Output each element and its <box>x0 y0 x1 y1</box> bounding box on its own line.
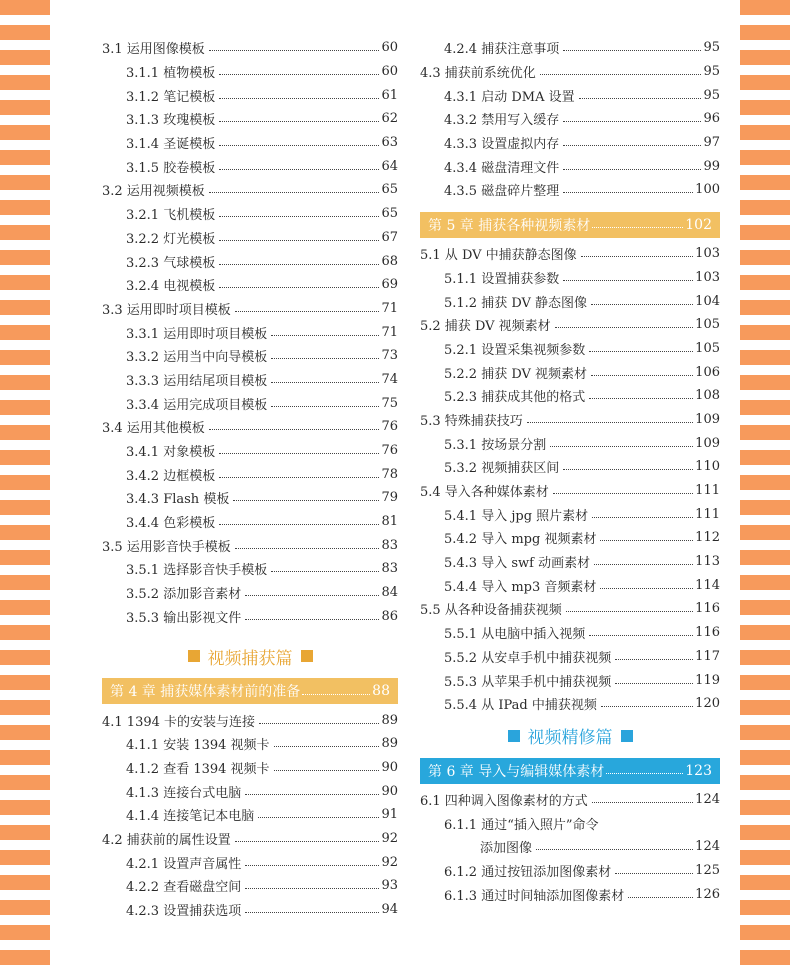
toc-entry-title: 3.2.4 电视模板 <box>126 279 216 295</box>
toc-entry-title: 3.4 运用其他模板 <box>102 421 205 437</box>
toc-entry-page: 65 <box>381 206 398 222</box>
toc-entry-title: 4.3.5 磁盘碎片整理 <box>444 184 560 200</box>
toc-entry[interactable] <box>102 874 398 898</box>
dot-leader <box>271 406 379 407</box>
dot-leader <box>245 794 379 795</box>
toc-entry[interactable] <box>420 107 720 131</box>
toc-entry-title: 3.1.1 植物模板 <box>126 66 216 82</box>
toc-entry-page: 90 <box>381 783 398 799</box>
toc-entry-title: 3.5 运用影音快手模板 <box>102 539 231 555</box>
dot-leader <box>592 802 693 803</box>
toc-entry[interactable] <box>420 526 720 550</box>
toc-entry[interactable] <box>420 859 720 883</box>
dot-leader <box>219 121 379 122</box>
chapter-title: 第 4 章 捕获媒体素材前的准备 <box>110 684 301 701</box>
toc-entry[interactable] <box>102 439 398 463</box>
toc-entry-title: 3.3 运用即时项目模板 <box>102 302 231 318</box>
toc-entry-title: 3.2.2 灯光模板 <box>126 231 216 247</box>
toc-entry[interactable] <box>102 462 398 486</box>
toc-entry-page: 105 <box>695 317 720 333</box>
toc-entry[interactable] <box>420 550 720 574</box>
dot-leader <box>209 192 380 193</box>
toc-entry-title: 3.1.4 圣诞模板 <box>126 137 216 153</box>
toc-entry[interactable] <box>102 297 398 321</box>
toc-entry-title: 3.5.3 输出影视文件 <box>126 610 242 626</box>
dot-leader <box>600 540 693 541</box>
dot-leader <box>219 169 379 170</box>
toc-entry-page: 75 <box>381 395 398 411</box>
toc-entry-page: 114 <box>695 577 720 593</box>
toc-entry-title: 6.1.3 通过时间轴添加图像素材 <box>444 888 625 904</box>
toc-entry-title: 3.5.2 添加影音素材 <box>126 587 242 603</box>
square-icon <box>188 650 200 662</box>
dot-leader <box>581 256 694 257</box>
dot-leader <box>259 723 379 724</box>
toc-entry-title: 4.2 捕获前的属性设置 <box>102 832 231 848</box>
dot-leader <box>245 619 379 620</box>
toc-left-column <box>102 36 398 921</box>
toc-entry-title: 5.3 特殊捕获技巧 <box>420 413 523 429</box>
toc-entry[interactable] <box>102 732 398 756</box>
dot-leader <box>219 264 379 265</box>
toc-entry-page: 93 <box>381 878 398 894</box>
dot-leader <box>589 351 693 352</box>
toc-entry[interactable] <box>420 289 720 313</box>
dot-leader <box>615 683 693 684</box>
toc-entry-title: 3.4.2 边框模板 <box>126 468 216 484</box>
toc-entry[interactable] <box>420 154 720 178</box>
dot-leader <box>235 548 380 549</box>
toc-entry-page: 84 <box>381 585 398 601</box>
toc-entry[interactable] <box>420 431 720 455</box>
toc-entry[interactable] <box>102 249 398 273</box>
toc-entry-title: 6.1.2 通过按钮添加图像素材 <box>444 864 612 880</box>
toc-entry-title: 3.2.1 飞机模板 <box>126 208 216 224</box>
toc-entry-page: 116 <box>695 601 720 617</box>
toc-entry-title: 3.1.2 笔记模板 <box>126 89 216 105</box>
toc-entry[interactable] <box>102 510 398 534</box>
toc-entry-title: 5.3.1 按场景分割 <box>444 437 547 453</box>
dot-leader <box>271 571 379 572</box>
chapter-title: 第 6 章 导入与编辑媒体素材 <box>428 763 605 780</box>
toc-entry-page: 63 <box>381 135 398 151</box>
section-heading-capture <box>102 636 398 676</box>
toc-entry[interactable] <box>102 756 398 780</box>
toc-entry-page: 97 <box>703 135 720 151</box>
toc-entry-page: 92 <box>381 854 398 870</box>
toc-entry[interactable] <box>420 621 720 645</box>
dot-leader <box>563 169 701 170</box>
dot-leader <box>563 121 701 122</box>
toc-entry-page: 99 <box>703 158 720 174</box>
toc-entry-page: 111 <box>695 506 720 522</box>
toc-entry[interactable] <box>102 320 398 344</box>
section-heading-label: 视频捕获篇 <box>207 648 293 669</box>
chapter-page: 88 <box>372 683 390 700</box>
toc-entry[interactable] <box>420 337 720 361</box>
dot-leader <box>579 98 702 99</box>
toc-entry-page: 113 <box>695 554 720 570</box>
toc-entry-title: 3.2.3 气球模板 <box>126 255 216 271</box>
toc-entry-page: 108 <box>695 388 720 404</box>
dot-leader <box>592 517 693 518</box>
square-icon <box>508 730 520 742</box>
toc-entry[interactable] <box>102 708 398 732</box>
dot-leader <box>553 493 693 494</box>
toc-entry-page: 117 <box>695 648 720 664</box>
toc-entry-title: 5.5.2 从安卓手机中捕获视频 <box>444 650 612 666</box>
toc-entry-title: 3.4.4 色彩模板 <box>126 516 216 532</box>
toc-entry-title: 5.4.3 导入 swf 动画素材 <box>444 556 591 572</box>
toc-entry-title: 5.5.3 从苹果手机中捕获视频 <box>444 674 612 690</box>
toc-entry[interactable] <box>102 898 398 922</box>
toc-entry-title: 4.1.1 安装 1394 视频卡 <box>126 738 270 754</box>
toc-entry-page: 106 <box>695 364 720 380</box>
dot-leader <box>615 659 693 660</box>
toc-entry[interactable] <box>420 645 720 669</box>
toc-entry-page: 83 <box>381 561 398 577</box>
dot-leader <box>245 912 379 913</box>
toc-entry-title: 3.1.5 胶卷模板 <box>126 160 216 176</box>
toc-entry-title: 5.2.3 捕获成其他的格式 <box>444 390 586 406</box>
toc-entry[interactable] <box>102 202 398 226</box>
toc-entry[interactable] <box>102 154 398 178</box>
dot-leader <box>589 398 693 399</box>
toc-entry[interactable] <box>420 242 720 266</box>
toc-entry[interactable] <box>102 803 398 827</box>
toc-entry-page: 73 <box>381 348 398 364</box>
toc-entry[interactable] <box>102 131 398 155</box>
toc-entry-page: 65 <box>381 182 398 198</box>
toc-entry[interactable] <box>420 573 720 597</box>
toc-entry-title: 添加图像 <box>480 841 533 857</box>
toc-entry[interactable] <box>420 502 720 526</box>
toc-entry-page: 89 <box>381 736 398 752</box>
toc-entry-title: 4.3.1 启动 DMA 设置 <box>444 89 575 105</box>
dot-leader <box>550 446 693 447</box>
toc-entry[interactable] <box>102 178 398 202</box>
chapter-6-banner[interactable] <box>420 758 720 784</box>
square-icon <box>621 730 633 742</box>
toc-entry-page: 124 <box>695 839 720 855</box>
toc-entry-title: 3.3.1 运用即时项目模板 <box>126 326 268 342</box>
toc-entry[interactable] <box>102 83 398 107</box>
toc-entry-page: 69 <box>381 277 398 293</box>
toc-entry-title: 4.3.3 设置虚拟内存 <box>444 137 560 153</box>
dot-leader <box>219 74 379 75</box>
toc-entry-title: 5.2.1 设置采集视频参数 <box>444 342 586 358</box>
toc-entry[interactable] <box>420 83 720 107</box>
toc-entry[interactable] <box>420 882 720 906</box>
toc-entry-page: 79 <box>381 490 398 506</box>
dot-leader <box>271 335 379 336</box>
dot-leader <box>540 74 702 75</box>
toc-entry-title: 5.4.4 导入 mp3 音频素材 <box>444 579 597 595</box>
toc-entry-page: 110 <box>695 459 720 475</box>
toc-entry-page: 109 <box>695 435 720 451</box>
toc-entry-title: 5.5.1 从电脑中插入视频 <box>444 627 586 643</box>
toc-entry-page: 95 <box>703 64 720 80</box>
toc-entry-title: 3.1 运用图像模板 <box>102 42 205 58</box>
toc-entry-title: 5.4 导入各种媒体素材 <box>420 485 549 501</box>
toc-entry-page: 89 <box>381 712 398 728</box>
dot-leader <box>628 897 693 898</box>
toc-entry-page: 126 <box>695 886 720 902</box>
toc-entry-page: 103 <box>695 246 720 262</box>
dot-leader <box>591 375 693 376</box>
toc-entry-page: 109 <box>695 411 720 427</box>
toc-entry[interactable] <box>420 36 720 60</box>
chapter-4-banner[interactable] <box>102 678 398 704</box>
toc-entry-page: 64 <box>381 158 398 174</box>
dot-leader <box>219 524 379 525</box>
toc-entry[interactable] <box>102 107 398 131</box>
toc-entry-title: 4.1.2 查看 1394 视频卡 <box>126 761 270 777</box>
dot-leader <box>219 216 379 217</box>
toc-entry[interactable] <box>420 479 720 503</box>
dot-leader <box>606 773 683 774</box>
dot-leader <box>235 311 380 312</box>
toc-entry-page: 86 <box>381 608 398 624</box>
dot-leader <box>219 98 379 99</box>
chapter-page: 123 <box>685 762 712 779</box>
toc-entry-title: 3.1.3 玫瑰模板 <box>126 113 216 129</box>
dot-leader <box>563 145 701 146</box>
toc-entry-title: 6.1 四种调入图像素材的方式 <box>420 793 588 809</box>
toc-entry[interactable] <box>102 533 398 557</box>
toc-entry-title: 4.2.3 设置捕获选项 <box>126 904 242 920</box>
toc-entry-page: 104 <box>695 293 720 309</box>
chapter-title: 第 5 章 捕获各种视频素材 <box>428 217 591 234</box>
toc-entry-title: 6.1.1 通过“插入照片”命令 <box>444 817 599 833</box>
toc-entry[interactable] <box>102 391 398 415</box>
toc-group-chapter5 <box>420 242 720 716</box>
toc-entry-title: 4.3.4 磁盘清理文件 <box>444 160 560 176</box>
toc-entry-title: 5.2 捕获 DV 视频素材 <box>420 319 551 335</box>
chapter-5-banner[interactable] <box>420 212 720 238</box>
toc-entry-page: 103 <box>695 269 720 285</box>
toc-group-chapter4-cont <box>420 36 720 202</box>
dot-leader <box>219 453 379 454</box>
toc-group-chapter3 <box>102 36 398 628</box>
toc-entry-page: 95 <box>703 40 720 56</box>
toc-entry-title: 3.4.3 Flash 模板 <box>126 492 230 508</box>
toc-entry[interactable] <box>420 178 720 202</box>
dot-leader <box>219 145 379 146</box>
dot-leader <box>245 865 379 866</box>
toc-entry-title: 4.3 捕获前系统优化 <box>420 66 536 82</box>
toc-entry[interactable] <box>102 486 398 510</box>
toc-entry-title: 3.5.1 选择影音快手模板 <box>126 563 268 579</box>
dot-leader <box>563 192 693 193</box>
dot-leader <box>555 327 694 328</box>
toc-entry-page: 81 <box>381 514 398 530</box>
toc-entry[interactable] <box>420 455 720 479</box>
toc-entry-page: 91 <box>381 807 398 823</box>
toc-entry[interactable] <box>420 384 720 408</box>
toc-entry-title: 3.3.4 运用完成项目模板 <box>126 397 268 413</box>
toc-entry[interactable] <box>420 668 720 692</box>
toc-entry[interactable] <box>102 581 398 605</box>
toc-entry-title: 4.1 1394 卡的安装与连接 <box>102 714 256 730</box>
dot-leader <box>209 50 380 51</box>
toc-entry-title: 5.1.1 设置捕获参数 <box>444 271 560 287</box>
square-icon <box>301 650 313 662</box>
toc-entry-page: 119 <box>695 672 720 688</box>
toc-entry-page: 74 <box>381 371 398 387</box>
dot-leader <box>258 817 379 818</box>
toc-entry-title: 3.4.1 对象模板 <box>126 445 216 461</box>
toc-entry[interactable] <box>420 360 720 384</box>
toc-entry-page: 71 <box>381 324 398 340</box>
dot-leader <box>235 841 380 842</box>
dot-leader <box>233 500 379 501</box>
dot-leader <box>563 469 693 470</box>
toc-entry-page: 68 <box>381 253 398 269</box>
dot-leader <box>219 477 379 478</box>
toc-entry[interactable] <box>420 408 720 432</box>
toc-group-chapter6 <box>420 788 720 906</box>
toc-entry-page: 111 <box>695 483 720 499</box>
toc-entry-page: 105 <box>695 340 720 356</box>
dot-leader <box>274 770 380 771</box>
toc-entry[interactable] <box>102 344 398 368</box>
dot-leader <box>209 429 380 430</box>
toc-entry[interactable] <box>420 313 720 337</box>
toc-right-column <box>420 36 720 906</box>
toc-entry-page: 125 <box>695 862 720 878</box>
toc-entry-page: 124 <box>695 791 720 807</box>
dot-leader <box>245 595 379 596</box>
toc-entry-page: 61 <box>381 87 398 103</box>
dot-leader <box>563 280 693 281</box>
toc-entry[interactable] <box>420 60 720 84</box>
toc-entry-page: 100 <box>695 182 720 198</box>
toc-entry-page: 112 <box>695 530 720 546</box>
toc-group-chapter4 <box>102 708 398 921</box>
dot-leader <box>271 358 379 359</box>
toc-entry-page: 76 <box>381 419 398 435</box>
section-heading-label: 视频精修篇 <box>527 728 613 749</box>
toc-entry-page: 76 <box>381 443 398 459</box>
toc-entry-title: 5.3.2 视频捕获区间 <box>444 461 560 477</box>
dot-leader <box>271 382 379 383</box>
toc-entry[interactable] <box>420 811 720 835</box>
dot-leader <box>601 706 693 707</box>
toc-entry-page: 116 <box>695 625 720 641</box>
toc-entry-page: 60 <box>381 40 398 56</box>
toc-entry-title: 5.4.2 导入 mpg 视频素材 <box>444 532 597 548</box>
toc-entry-page: 96 <box>703 111 720 127</box>
toc-entry-title: 3.2 运用视频模板 <box>102 184 205 200</box>
toc-entry[interactable] <box>102 273 398 297</box>
toc-entry-title: 3.3.2 运用当中向导模板 <box>126 350 268 366</box>
toc-entry-page: 62 <box>381 111 398 127</box>
dot-leader <box>615 873 693 874</box>
toc-entry-title: 4.2.4 捕获注意事项 <box>444 42 560 58</box>
dot-leader <box>594 564 693 565</box>
toc-entry-title: 4.1.3 连接台式电脑 <box>126 785 242 801</box>
toc-entry-page: 78 <box>381 466 398 482</box>
dot-leader <box>219 287 379 288</box>
toc-entry-page: 95 <box>703 87 720 103</box>
toc-entry[interactable] <box>102 557 398 581</box>
toc-entry[interactable] <box>102 779 398 803</box>
section-heading-refine <box>420 716 720 756</box>
toc-entry[interactable] <box>102 415 398 439</box>
toc-entry-page: 67 <box>381 229 398 245</box>
toc-entry[interactable] <box>102 60 398 84</box>
toc-entry-page: 60 <box>381 64 398 80</box>
dot-leader <box>589 635 693 636</box>
dot-leader <box>302 694 370 695</box>
toc-entry-title: 5.5.4 从 IPad 中捕获视频 <box>444 698 597 714</box>
dot-leader <box>274 746 380 747</box>
toc-entry[interactable] <box>420 835 720 859</box>
toc-entry-page: 90 <box>381 759 398 775</box>
toc-entry[interactable] <box>102 605 398 629</box>
toc-entry[interactable] <box>102 226 398 250</box>
toc-entry[interactable] <box>420 131 720 155</box>
toc-entry-page: 71 <box>381 300 398 316</box>
dot-leader <box>219 240 379 241</box>
dot-leader <box>536 849 693 850</box>
toc-entry-title: 4.2.2 查看磁盘空间 <box>126 880 242 896</box>
dot-leader <box>600 588 693 589</box>
toc-entry[interactable] <box>420 692 720 716</box>
toc-entry[interactable] <box>102 36 398 60</box>
dot-leader <box>566 611 693 612</box>
toc-entry-page: 83 <box>381 537 398 553</box>
toc-entry-title: 5.1.2 捕获 DV 静态图像 <box>444 295 588 311</box>
toc-entry-page: 92 <box>381 830 398 846</box>
toc-entry-title: 4.3.2 禁用写入缓存 <box>444 113 560 129</box>
dot-leader <box>592 227 683 228</box>
toc-entry-page: 120 <box>695 696 720 712</box>
dot-leader <box>245 888 379 889</box>
toc-entry-title: 3.3.3 运用结尾项目模板 <box>126 373 268 389</box>
toc-entry-title: 4.1.4 连接笔记本电脑 <box>126 809 255 825</box>
dot-leader <box>563 50 701 51</box>
dot-leader <box>591 304 693 305</box>
right-decorative-stripes <box>740 0 790 974</box>
toc-entry[interactable] <box>420 266 720 290</box>
toc-entry[interactable] <box>420 788 720 812</box>
toc-entry[interactable] <box>420 597 720 621</box>
chapter-page: 102 <box>685 216 712 233</box>
toc-entry-title: 5.4.1 导入 jpg 照片素材 <box>444 508 589 524</box>
left-decorative-stripes <box>0 0 50 974</box>
toc-entry-title: 5.2.2 捕获 DV 视频素材 <box>444 366 588 382</box>
toc-entry[interactable] <box>102 850 398 874</box>
toc-entry[interactable] <box>102 827 398 851</box>
toc-entry-title: 5.1 从 DV 中捕获静态图像 <box>420 248 577 264</box>
toc-entry-title: 5.5 从各种设备捕获视频 <box>420 603 562 619</box>
toc-entry-title: 4.2.1 设置声音属性 <box>126 856 242 872</box>
toc-entry[interactable] <box>102 368 398 392</box>
toc-entry-page: 94 <box>381 902 398 918</box>
dot-leader <box>527 422 693 423</box>
